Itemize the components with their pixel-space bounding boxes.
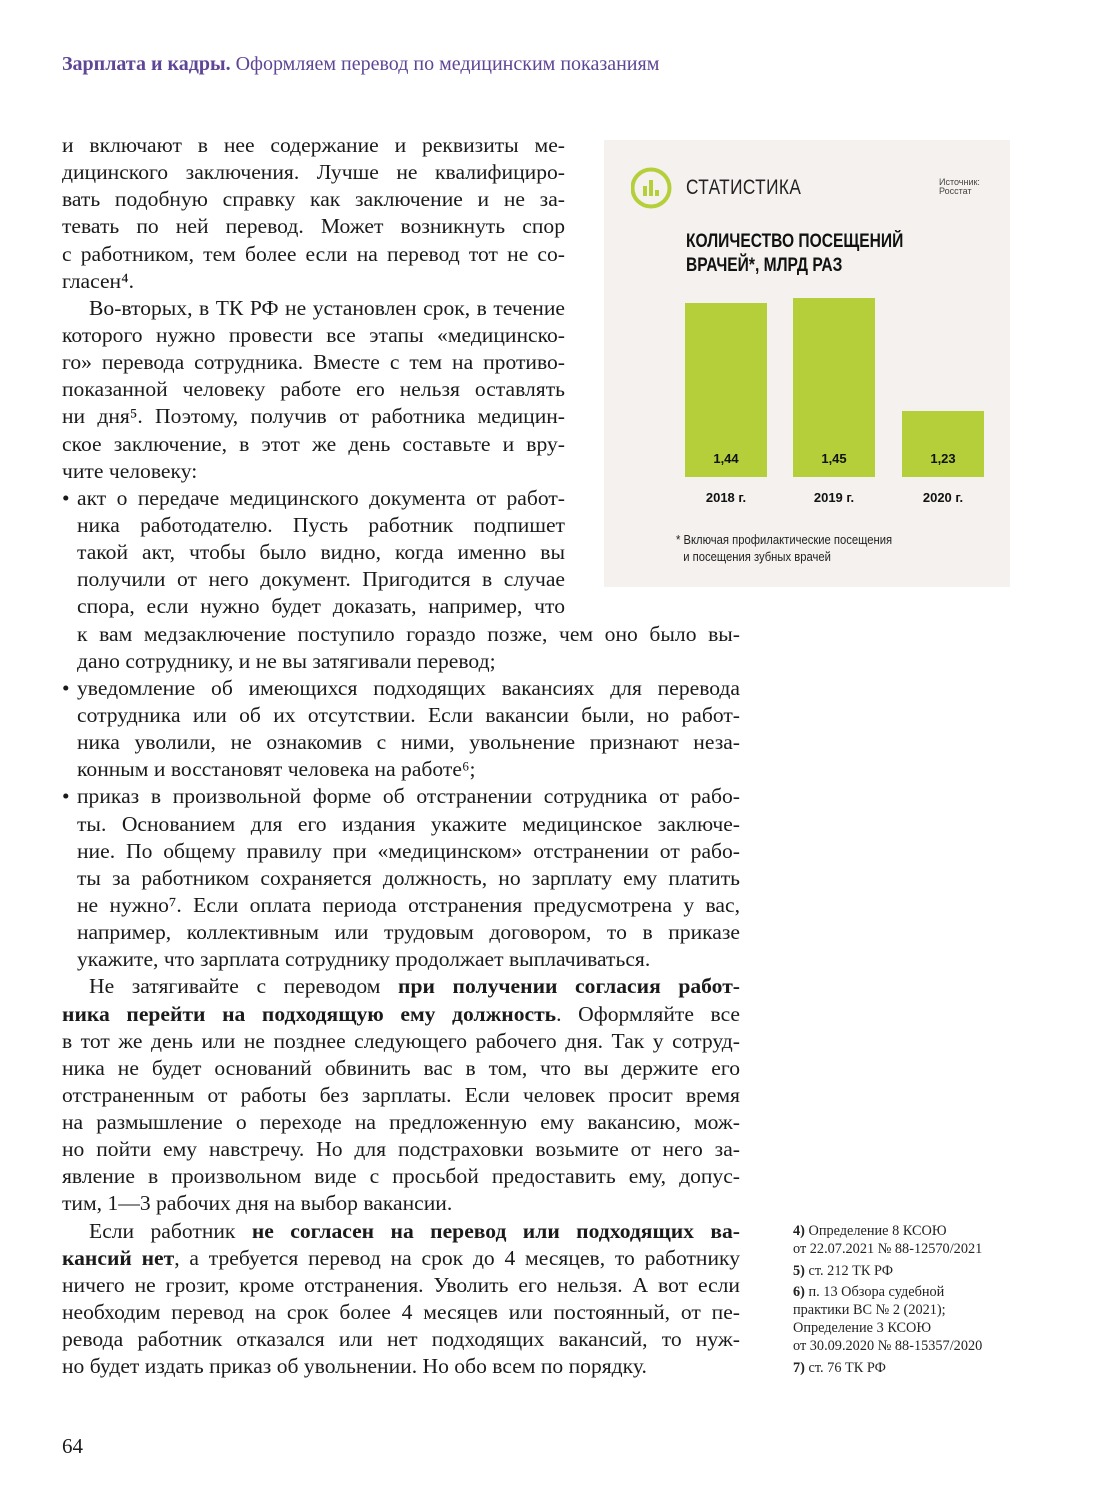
text-segment: ника не будет оснований обвинить вас в том, что вы держите его — [62, 1055, 740, 1080]
text-segment: ское заключение, в этот же день составьте и вру- — [62, 431, 565, 456]
box-label: СТАТИСТИКА — [686, 176, 802, 199]
text-line — [62, 892, 740, 919]
chart-title-line-2: ВРАЧЕЙ*, МЛРД РАЗ — [686, 255, 843, 276]
footnote-text: от 22.07.2021 № 88-12570/2021 — [793, 1241, 983, 1257]
text-segment: , а требуется перевод на срок до 4 месяцев, то работнику — [174, 1245, 741, 1270]
text-segment: ничего не грозит, кроме отстранения. Уволить его нельзя. А вот если — [62, 1272, 740, 1297]
chart-footnote — [676, 532, 892, 566]
text-line — [62, 458, 565, 485]
bullet-line — [62, 675, 740, 702]
text-line — [62, 1326, 740, 1353]
text-segment: не нужно⁷. Если оплата периода отстранения предусмотрена у вас, — [77, 892, 740, 917]
text-line — [62, 1136, 740, 1163]
text-line — [62, 1109, 740, 1136]
text-segment: укажите, что зарплата сотруднику продолжает выплачиваться. — [77, 947, 651, 972]
chart-title-line-1: КОЛИЧЕСТВО ПОСЕЩЕНИЙ — [686, 231, 904, 252]
text-segment: отстраненным от работы без зарплаты. Если человек просит время — [62, 1082, 740, 1107]
text-segment: на размышление о переходе на предложенную ему вакансию, мож- — [62, 1110, 740, 1135]
bar-value-label: 1,44 — [713, 451, 739, 466]
statistics-box — [604, 140, 1010, 587]
text-line — [62, 431, 565, 458]
text-segment: показанной человеку работе его нельзя оставлять — [62, 377, 565, 402]
text-segment: ние. По общему правилу при «медицинском» отстранении от рабо- — [77, 838, 740, 863]
chart-title — [686, 230, 903, 278]
footnote-text: практики ВС № 2 (2021); — [793, 1302, 946, 1318]
header-section: Зарплата и кадры. — [62, 53, 231, 75]
text-line — [62, 1353, 740, 1380]
text-line — [62, 213, 565, 240]
text-line — [62, 946, 740, 973]
text-line — [62, 756, 740, 783]
text-line — [62, 1028, 740, 1055]
text-segment: явление в произвольном виде с просьбой предоставить ему, допус- — [62, 1164, 740, 1189]
text-line — [62, 593, 565, 620]
text-segment: Не затягивайте с переводом — [89, 974, 399, 999]
text-line — [62, 159, 565, 186]
bullet-line — [62, 783, 740, 810]
text-line — [62, 376, 565, 403]
text-segment: ревода работник отказался или нет подходящих вакансий, то нуж- — [62, 1327, 740, 1352]
footnote-text: ст. 76 ТК РФ — [808, 1359, 886, 1376]
bold-text: кансий нет — [62, 1245, 175, 1270]
text-segment: вать подобную справку как заключение и не за- — [62, 187, 565, 212]
footnote-text: п. 13 Обзора судебной — [808, 1284, 945, 1300]
text-line — [62, 919, 740, 946]
text-segment: спора, если нужно будет доказать, например, что — [77, 594, 565, 619]
text-segment: к вам медзаключение поступило гораздо позже, чем оно было вы- — [77, 621, 740, 646]
footnote-number: 6) — [793, 1284, 805, 1300]
text-line — [62, 295, 565, 322]
bullet-line — [62, 485, 565, 512]
text-segment: необходим перевод на срок более 4 месяцев или постоянный, от пе- — [62, 1300, 740, 1325]
footnote — [793, 1222, 982, 1258]
text-line — [62, 648, 740, 675]
text-segment: конным и восстановят человека на работе⁶; — [77, 757, 476, 782]
text-segment: ты. Основанием для его издания укажите медицинское заключе- — [77, 811, 740, 836]
header-title: Оформляем перевод по медицинским показаниям — [235, 53, 660, 75]
text-segment: . Оформляйте все — [556, 1001, 741, 1026]
footnote — [793, 1359, 982, 1377]
footnote — [793, 1283, 982, 1355]
text-segment: в тот же день или не позднее следующего рабочего дня. Так у сотруд- — [62, 1028, 740, 1053]
text-line — [62, 1299, 740, 1326]
bar-value-label: 1,23 — [930, 451, 956, 466]
text-segment: ни дня⁵. Поэтому, получив от работника медицин- — [62, 404, 565, 429]
bar-chart-icon — [631, 167, 677, 213]
text-line — [62, 349, 565, 376]
category-label: 2018 г. — [705, 490, 747, 505]
text-line — [62, 1190, 740, 1217]
category-label: 2019 г. — [813, 490, 855, 505]
text-line — [62, 729, 740, 756]
text-line — [62, 838, 740, 865]
text-segment: такой акт, чтобы было видно, когда именно вы — [77, 540, 565, 565]
text-segment: приказ в произвольной форме об отстранении сотрудника от рабо- — [77, 784, 740, 809]
text-segment: Во-вторых, в ТК РФ не установлен срок, в течение — [89, 295, 565, 320]
footnote-number: 7) — [793, 1359, 805, 1376]
page-number: 64 — [62, 1434, 83, 1458]
bold-text: не согласен на перевод или подходящих ва- — [251, 1218, 740, 1243]
text-line — [62, 865, 740, 892]
category-label: 2020 г. — [922, 490, 964, 505]
text-line — [62, 702, 740, 729]
source-value: Росстат — [939, 186, 972, 196]
footnote-text: Определение 8 КСОЮ — [808, 1223, 947, 1239]
footnote-text: Определение 3 КСОЮ — [793, 1320, 932, 1336]
text-line — [62, 241, 565, 268]
text-line — [62, 1163, 740, 1190]
text-line — [62, 1245, 740, 1272]
text-segment: дицинского заключения. Лучше не квалифициро- — [62, 160, 565, 185]
footnote-text: ст. 212 ТК РФ — [808, 1262, 894, 1279]
chart-footnote-line-2: и посещения зубных врачей — [683, 550, 831, 564]
text-segment: гласен⁴. — [62, 268, 135, 293]
text-line — [62, 322, 565, 349]
text-segment: ты за работником сохраняется должность, но зарплату ему платить — [77, 865, 740, 890]
text-line — [62, 1082, 740, 1109]
text-segment: сотрудника или об их отсутствии. Если вакансии были, но работ- — [77, 702, 740, 727]
text-segment: ника уволили, не ознакомив с ними, увольнение признают неза- — [77, 730, 740, 755]
text-segment: тим, 1—3 рабочих дня на выбор вакансии. — [62, 1191, 453, 1216]
text-line — [62, 403, 565, 430]
text-segment: го» перевода сотрудника. Вместе с тем на противо- — [62, 350, 565, 375]
footnote — [793, 1262, 982, 1280]
source-note — [939, 178, 980, 196]
bold-text: ника перейти на подходящую ему должность — [62, 1001, 557, 1026]
footnotes — [793, 1222, 982, 1380]
bar-value-label: 1,45 — [821, 451, 847, 466]
text-line — [62, 566, 565, 593]
text-line — [62, 1272, 740, 1299]
text-segment: акт о передаче медицинского документа от работ- — [77, 485, 565, 510]
text-segment: Если работник — [89, 1218, 252, 1243]
text-segment: которого нужно провести все этапы «медицинско- — [62, 322, 565, 347]
running-header — [62, 53, 659, 76]
text-segment: но будет издать приказ об увольнении. Но обо всем по порядку. — [62, 1354, 647, 1379]
text-segment: например, коллективным или трудовым договором, то в приказе — [77, 920, 740, 945]
source-label: Источник: — [939, 177, 980, 187]
bar — [902, 411, 984, 477]
text-segment: и включают в нее содержание и реквизиты ме- — [62, 133, 565, 157]
text-line — [62, 539, 565, 566]
footnote-number: 5) — [793, 1262, 805, 1279]
text-line — [62, 268, 565, 295]
text-line — [62, 1055, 740, 1082]
text-segment: получили от него документ. Пригодится в случае — [77, 567, 565, 592]
text-line — [62, 186, 565, 213]
text-segment: чите человеку: — [62, 458, 198, 483]
text-line — [62, 1001, 740, 1028]
text-segment: но пойти ему навстречу. Но для подстраховки возьмите от него за- — [62, 1137, 740, 1162]
text-line — [62, 132, 565, 159]
text-line — [62, 621, 740, 648]
text-segment: дано сотруднику, и не вы затягивали перевод; — [77, 648, 496, 673]
footnote-number: 4) — [793, 1223, 805, 1239]
text-segment: с работником, тем более если на перевод тот не со- — [62, 241, 565, 266]
text-line — [62, 811, 740, 838]
chart-footnote-line-1: * Включая профилактические посещения — [676, 533, 893, 547]
text-segment: уведомление об имеющихся подходящих вакансиях для перевода — [77, 675, 740, 700]
text-segment: тевать по ней перевод. Может возникнуть спор — [62, 214, 565, 239]
text-segment: ника работодателю. Пусть работник подпишет — [77, 512, 565, 537]
text-line — [62, 973, 740, 1000]
bold-text: при получении согласия работ- — [398, 974, 740, 999]
text-line — [62, 1218, 740, 1245]
text-line — [62, 512, 565, 539]
footnote-text: от 30.09.2020 № 88-15357/2020 — [793, 1338, 983, 1354]
